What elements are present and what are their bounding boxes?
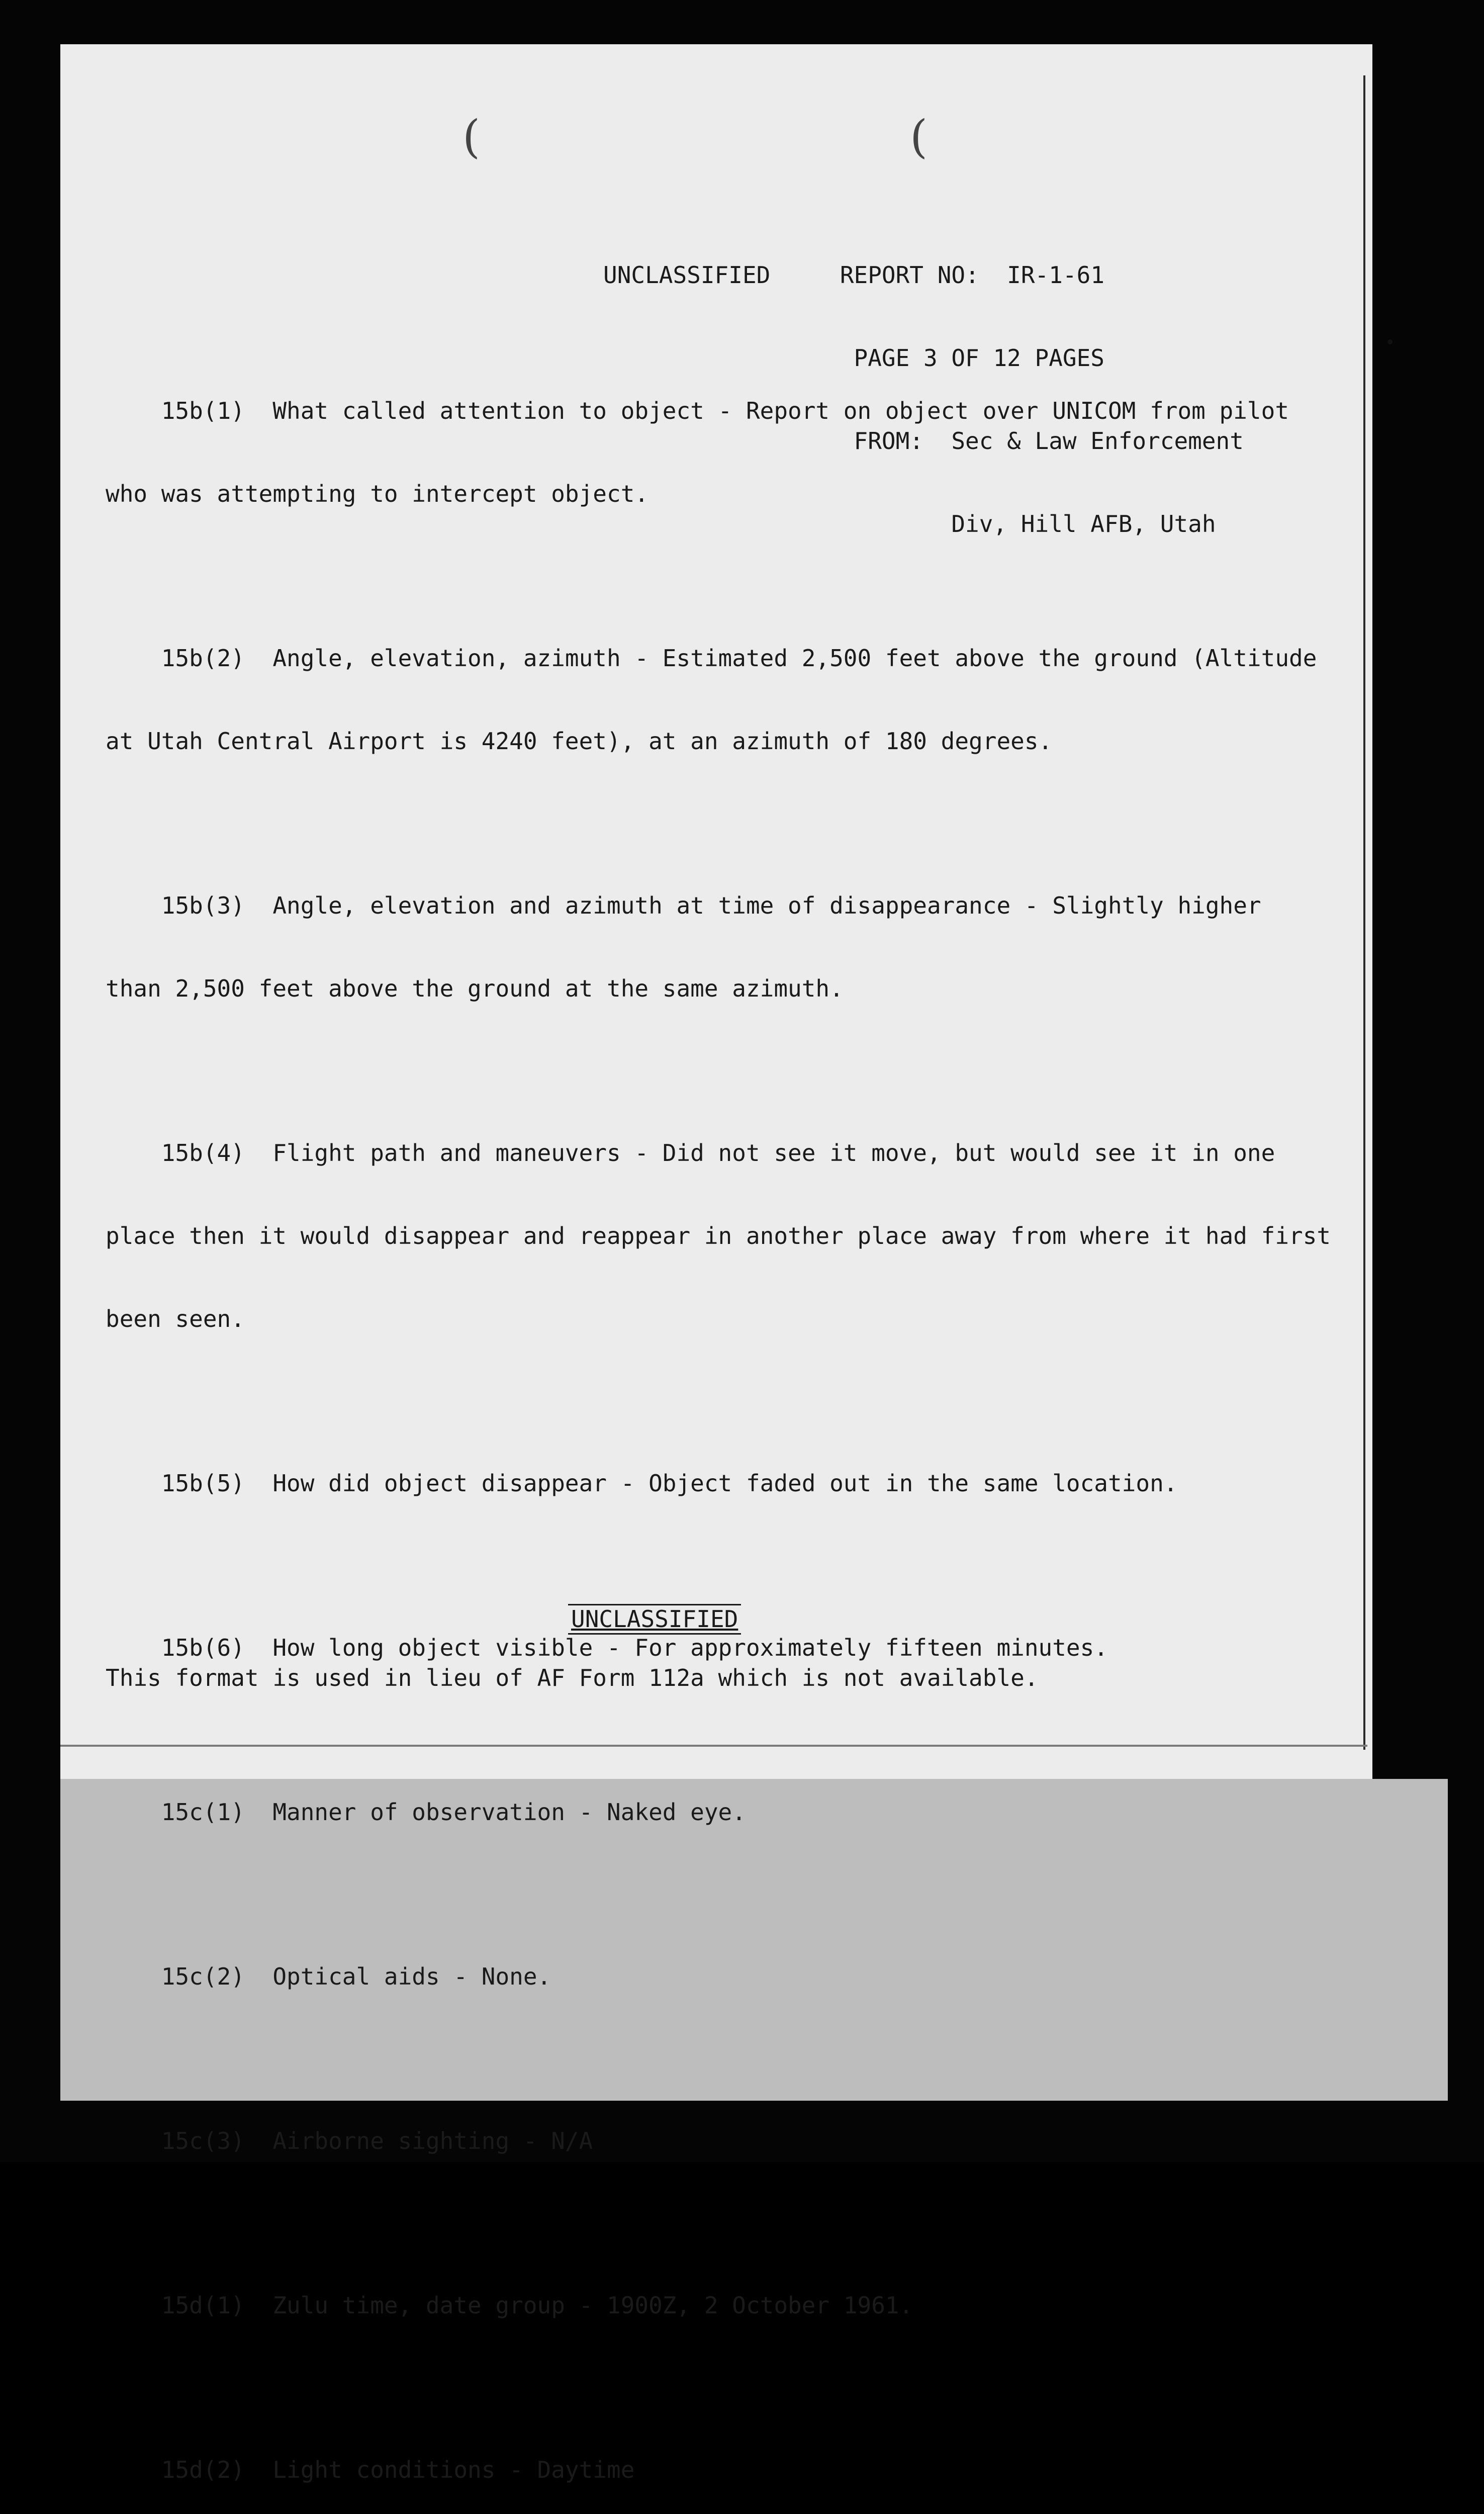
body-line: 15d(1) Zulu time, date group - 1900Z, 2 October 1961. [106, 2292, 913, 2319]
report-number: REPORT NO: IR-1-61 [840, 261, 1105, 289]
body-line: who was attempting to intercept object. [106, 480, 649, 507]
body-line: at Utah Central Airport is 4240 feet), at an azimuth of 180 degrees. [106, 728, 1053, 755]
page-number: PAGE 3 OF 12 PAGES [854, 344, 1104, 372]
punch-hole-left: ( [462, 111, 481, 163]
report-body [106, 342, 1337, 2514]
body-line: 15d(2) Light conditions - Daytime [106, 2456, 635, 2483]
body-line: 15b(4) Flight path and maneuvers - Did not see it move, but would see it in one [106, 1139, 1275, 1166]
body-line: 15c(2) Optical aids - None. [106, 1963, 551, 1990]
footer-note: This format is used in lieu of AF Form 112a which is not available. [106, 1664, 1039, 1691]
punch-hole-right: ( [910, 111, 928, 163]
from-line-1: FROM: Sec & Law Enforcement [854, 427, 1244, 455]
page-edge-right [1363, 75, 1365, 1750]
body-line: 15b(6) How long object visible - For approximately fifteen minutes. [106, 1634, 1108, 1661]
footer-classification: UNCLASSIFIED [568, 1604, 741, 1635]
body-line: place then it would disappear and reappear in another place away from where it had first [106, 1222, 1331, 1249]
body-line: 15b(2) Angle, elevation, azimuth - Estimated 2,500 feet above the ground (Altitude [106, 645, 1317, 672]
from-line-2: Div, Hill AFB, Utah [854, 510, 1216, 537]
body-line: been seen. [106, 1305, 245, 1332]
body-line: 15b(1) What called attention to object - Report on object over UNICOM from pilot [106, 397, 1289, 424]
body-line: 15c(1) Manner of observation - Naked eye. [106, 1799, 746, 1826]
body-line: 15c(3) Airborne sighting - N/A [106, 2127, 593, 2154]
body-line: 15b(3) Angle, elevation and azimuth at time of disappearance - Slightly higher [106, 892, 1261, 919]
ink-dot [1387, 339, 1393, 344]
header-classification: UNCLASSIFIED [603, 261, 771, 289]
body-line: than 2,500 feet above the ground at the same azimuth. [106, 975, 844, 1002]
body-line: 15b(5) How did object disappear - Object faded out in the same location. [106, 1470, 1178, 1497]
